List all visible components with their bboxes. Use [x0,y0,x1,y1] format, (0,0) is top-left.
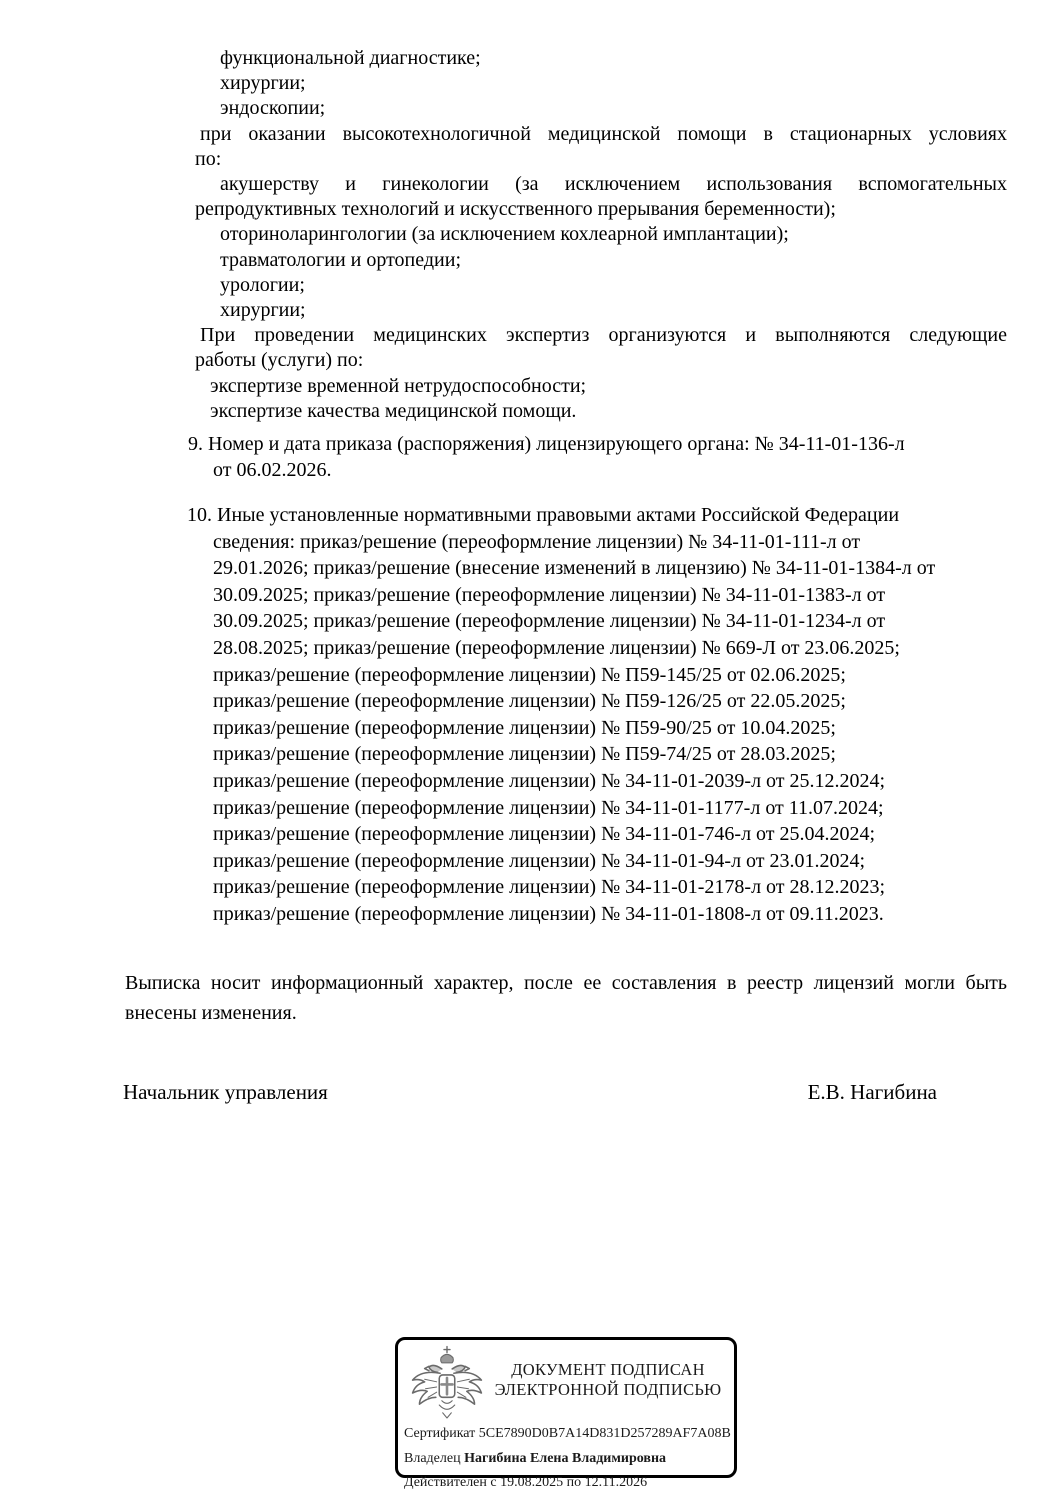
text-line: приказ/решение (переоформление лицензии) № П59-90/25 от 10.04.2025; [213,716,836,739]
text-line: внесены изменения. [125,1002,297,1024]
text-line: приказ/решение (переоформление лицензии) № 34-11-01-2178-л от 28.12.2023; [213,876,886,899]
stamp-title-line2: ЭЛЕКТРОННОЙ ПОДПИСЬЮ [494,1380,722,1399]
text-line: 29.01.2026; приказ/решение (внесение изменений в лицензию) № 34-11-01-1384-л от [213,557,936,580]
text-line: эндоскопии; [220,97,326,120]
text-line: 30.09.2025; приказ/решение (переоформление лицензии) № 34-11-01-1383-л от [213,583,886,606]
item-10-other-info-section [187,502,1007,928]
text-line: Выписка носит информационный характер, после ее составления в реестр лицензий могли быть [125,972,1007,994]
text-line: При проведении медицинских экспертиз организуются и выполняются следующие [200,324,1007,347]
text-line: приказ/решение (переоформление лицензии) № 34-11-01-746-л от 25.04.2024; [213,823,876,846]
text-line: по: [195,147,222,170]
roszdravnadzor-eagle-icon [404,1344,490,1430]
text-line: акушерству и гинекологии (за исключением использования вспомогательных [220,173,1007,196]
informational-note [125,968,1007,1028]
text-line: репродуктивных технологий и искусственного прерывания беременности); [195,198,836,221]
text-line: хирургии; [220,299,306,322]
text-line: 30.09.2025; приказ/решение (переоформление лицензии) № 34-11-01-1234-л от [213,610,886,633]
text-line: функциональной диагностике; [220,47,481,69]
certificate-line: Сертификат 5CE7890D0B7A14D831D257289AF7A08B [404,1426,731,1441]
signature-row [123,1080,937,1105]
text-line: экспертизе временной нетрудоспособности; [210,374,587,397]
validity-line: Действителен с 19.08.2025 по 12.11.2026 [404,1475,648,1490]
text-line: 9. Номер и дата приказа (распоряжения) лицензирующего органа: № 34-11-01-136-л [188,433,905,455]
text-line: при оказании высокотехнологичной медицинской помощи в стационарных условиях [200,122,1007,145]
text-line: хирургии; [220,72,306,95]
text-line: травматологии и ортопедии; [220,248,462,271]
stamp-title [490,1360,726,1400]
signer-name: Е.В. Нагибина [807,1080,937,1104]
stamp-title-line1: ДОКУМЕНТ ПОДПИСАН [511,1360,705,1379]
text-line: приказ/решение (переоформление лицензии) № П59-126/25 от 22.05.2025; [213,690,846,713]
stamp-header [404,1346,726,1430]
text-line: сведения: приказ/решение (переоформление лицензии) № 34-11-01-111-л от [213,530,861,553]
stamp-details [404,1422,731,1496]
item-9-license-order-section [188,431,1007,483]
text-line: экспертизе качества медицинской помощи. [210,399,577,422]
text-line: приказ/решение (переоформление лицензии) № П59-74/25 от 28.03.2025; [213,743,836,766]
electronic-signature-stamp [395,1337,737,1490]
text-line: урологии; [220,273,305,296]
owner-line: Владелец Нагибина Елена Владимировна [404,1450,667,1466]
text-line: приказ/решение (переоформление лицензии) № 34-11-01-1808-л от 09.11.2023. [213,902,884,925]
text-line: от 06.02.2026. [213,459,332,481]
services-list-section [195,46,1007,424]
text-line: работы (услуги) по: [195,349,364,372]
text-line: 10. Иные установленные нормативными правовыми актами Российской Федерации [187,504,900,526]
text-line: оториноларингологии (за исключением кохлеарной имплантации); [220,223,789,246]
text-line: приказ/решение (переоформление лицензии) № 34-11-01-1177-л от 11.07.2024; [213,796,884,819]
text-line: приказ/решение (переоформление лицензии) № 34-11-01-94-л от 23.01.2024; [213,849,866,872]
text-line: приказ/решение (переоформление лицензии) № П59-145/25 от 02.06.2025; [213,663,846,686]
text-line: приказ/решение (переоформление лицензии) № 34-11-01-2039-л от 25.12.2024; [213,769,886,792]
text-line: 28.08.2025; приказ/решение (переоформление лицензии) № 669-Л от 23.06.2025; [213,636,900,659]
signer-position: Начальник управления [123,1080,328,1104]
